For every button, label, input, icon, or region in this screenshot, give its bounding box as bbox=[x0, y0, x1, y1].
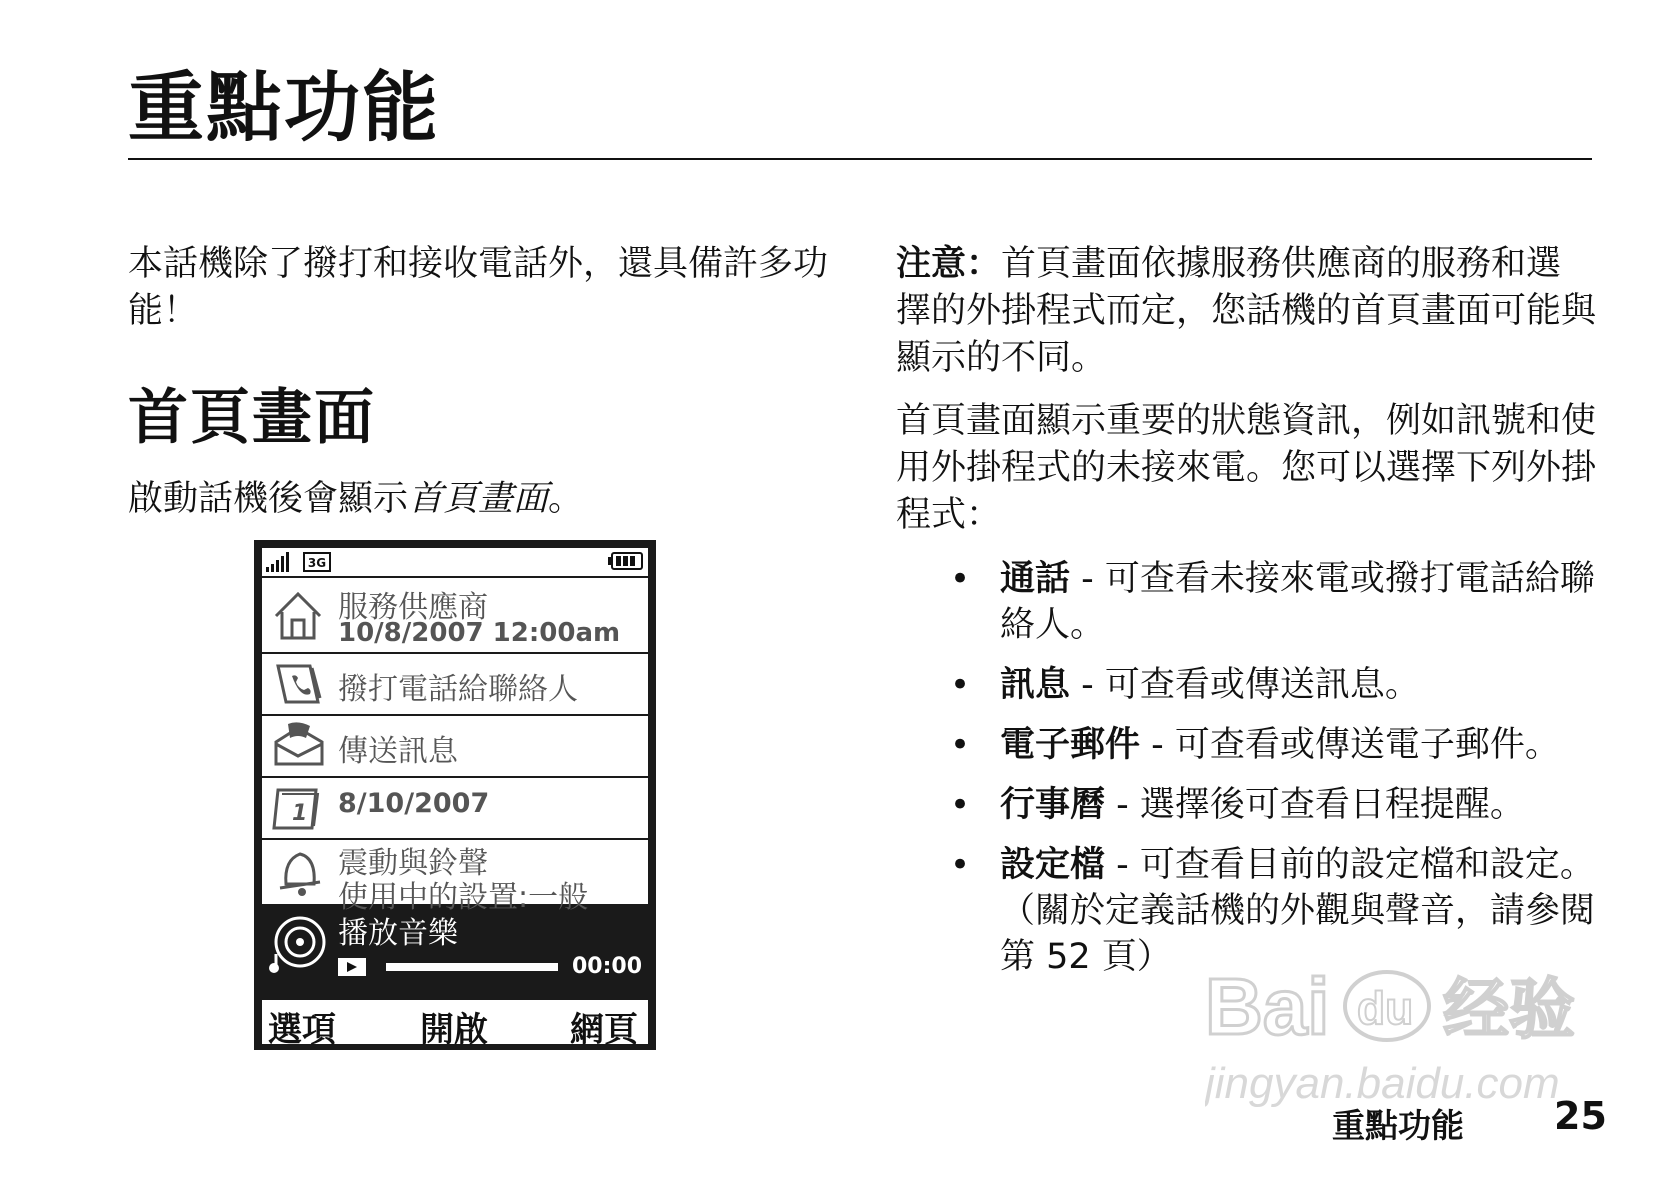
list-item bbox=[950, 782, 1610, 828]
status-bar bbox=[262, 548, 648, 576]
phonebook-icon bbox=[272, 660, 324, 708]
softkey-options[interactable]: 選項 bbox=[268, 1010, 336, 1050]
page-number: 25 bbox=[1554, 1094, 1607, 1138]
send-message-label: 傳送訊息 bbox=[338, 734, 458, 769]
ring-title: 震動與鈴聲 bbox=[338, 846, 488, 881]
softkey-open[interactable]: 開啟 bbox=[420, 1010, 488, 1050]
home-row-call[interactable] bbox=[262, 654, 648, 714]
phone-home-screen bbox=[254, 540, 656, 1050]
list-item bbox=[950, 662, 1610, 708]
footer-section-label: 重點功能 bbox=[1332, 1106, 1464, 1145]
note-paragraph bbox=[896, 241, 1596, 382]
note-label: 注意： bbox=[896, 244, 1002, 284]
bullet-term: 設定檔 bbox=[1000, 845, 1106, 885]
watermark-brand-du: du bbox=[1357, 982, 1414, 1034]
bullet-desc: - 可查看未接來電或撥打電話給聯絡人。 bbox=[1000, 559, 1595, 645]
call-contacts-label: 撥打電話給聯絡人 bbox=[338, 672, 578, 707]
softkey-bar bbox=[262, 1000, 648, 1050]
home-row-provider[interactable] bbox=[262, 578, 648, 652]
svg-text:1: 1 bbox=[292, 801, 308, 826]
music-label: 播放音樂 bbox=[338, 916, 458, 951]
watermark-brand: Bai bbox=[1205, 962, 1330, 1051]
bullet-desc: - 可查看或傳送電子郵件。 bbox=[1140, 725, 1560, 765]
bullet-term: 行事曆 bbox=[1000, 785, 1106, 825]
section-title: 首頁畫面 bbox=[128, 383, 376, 453]
note-text: 首頁畫面依據服務供應商的服務和選擇的外掛程式而定，您話機的首頁畫面可能與顯示的不同。 bbox=[896, 244, 1597, 378]
music-time: 00:00 bbox=[572, 954, 643, 979]
home-row-ringtone[interactable] bbox=[262, 840, 648, 915]
plugin-list bbox=[950, 556, 1610, 994]
bullet-desc: - 可查看目前的設定檔和設定。（關於定義話機的外觀與聲音，請參閱第 52 頁） bbox=[1000, 845, 1596, 977]
startup-paragraph bbox=[128, 476, 848, 523]
home-row-music[interactable] bbox=[262, 906, 648, 996]
list-item bbox=[950, 722, 1610, 768]
page-title: 重點功能 bbox=[128, 63, 440, 152]
message-icon bbox=[272, 720, 326, 772]
battery-icon bbox=[608, 553, 642, 569]
bullet-term: 訊息 bbox=[1000, 665, 1071, 705]
bullet-desc: - 選擇後可查看日程提醒。 bbox=[1105, 785, 1525, 825]
bullet-term: 電子郵件 bbox=[1000, 725, 1141, 765]
title-rule bbox=[128, 158, 1592, 160]
list-item bbox=[950, 842, 1610, 980]
home-row-calendar[interactable] bbox=[262, 778, 648, 838]
watermark-brand-jingyan: 经验 bbox=[1443, 971, 1575, 1048]
bullet-desc: - 可查看或傳送訊息。 bbox=[1070, 665, 1420, 705]
progress-track bbox=[386, 963, 558, 971]
provider-datetime: 10/8/2007 12:00am bbox=[338, 618, 621, 648]
calendar-date: 8/10/2007 bbox=[338, 788, 490, 819]
music-disc-icon bbox=[268, 914, 328, 974]
home-row-message[interactable] bbox=[262, 716, 648, 776]
startup-emphasis: 首頁畫面 bbox=[408, 479, 549, 519]
calendar-icon bbox=[272, 784, 324, 832]
list-item bbox=[950, 556, 1610, 648]
signal-icon bbox=[266, 552, 289, 572]
home-icon bbox=[272, 588, 324, 642]
startup-end: 。 bbox=[548, 479, 584, 519]
watermark-url: jingyan.baidu.com bbox=[1205, 1059, 1560, 1108]
provider-name: 服務供應商 bbox=[338, 590, 488, 625]
softkey-web[interactable]: 網頁 bbox=[570, 1010, 638, 1050]
network-badge: 3G bbox=[307, 556, 327, 570]
startup-text: 啟動話機後會顯示 bbox=[128, 479, 409, 519]
ring-setting: 使用中的設置:一般 bbox=[338, 880, 589, 915]
status-paragraph: 首頁畫面顯示重要的狀態資訊，例如訊號和使用外掛程式的未接來電。您可以選擇下列外掛程式： bbox=[896, 401, 1597, 535]
bullet-term: 通話 bbox=[1000, 559, 1071, 599]
status-bar-icons bbox=[262, 548, 648, 576]
intro-paragraph: 本話機除了撥打和接收電話外，還具備許多功能！ bbox=[128, 244, 829, 331]
bell-icon bbox=[272, 844, 326, 900]
